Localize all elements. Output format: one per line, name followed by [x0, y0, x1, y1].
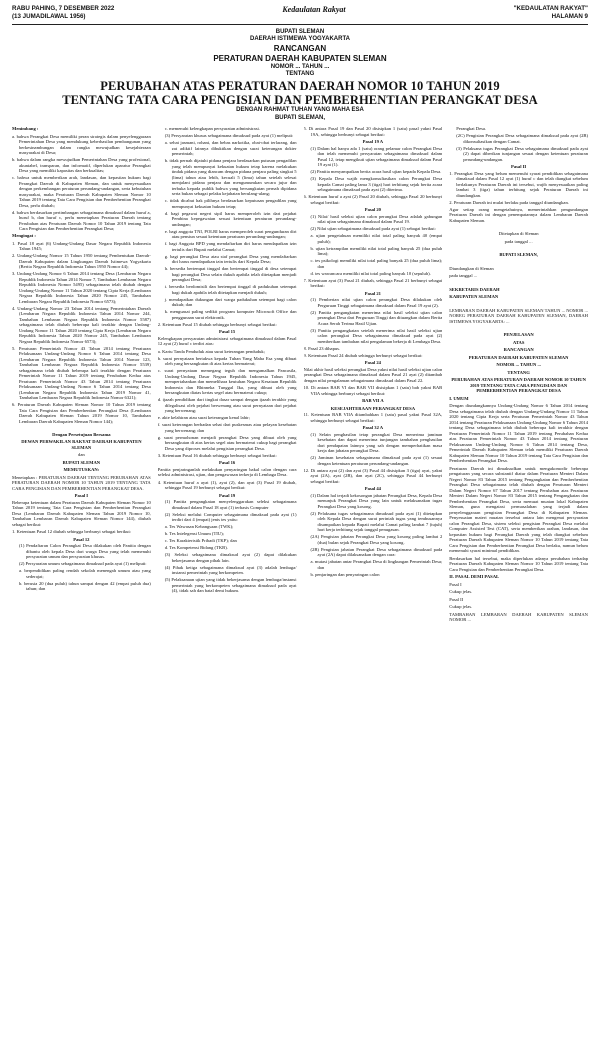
lembaran-daerah: LEMBARAN DAERAH KABUPATEN SLEMAN TAHUN ... NOMOR ... NOREG PERATURAN DAERAH KABUPATEN SLEMAN, DAERAH ISTIMEWA YOGYAKARTA: ... — [449, 307, 588, 324]
pasal-ii-item: 1. Perangkat Desa yang belum memenuhi syarat pendidikan sebagaimana dimaksud dalam Pasal 12 ayat (1) huruf c dan telah diangkat sebelum berlakunya Peraturan Daerah ini tersebut, wajib menyesuaikan paling lambat 3 (tiga) tahun terhitung sejak Peraturan Daerah ini diundangkan. — [449, 170, 588, 198]
text-line: f. bagi Anggota BPD yang mendaftarkan diri harus mendapatkan izin tertulis dari Bupati melalui Camat; — [164, 241, 297, 252]
amendment-item: 5. Di antara Pasal 19 dan Pasal 20 disisipkan 1 (satu) pasal yakni Pasal 19A, sehingga berbunyi sebagai berikut: — [303, 126, 443, 137]
diundangkan: Diundangkan di Sleman — [449, 265, 494, 271]
cukup-jelas-1: Cukup jelas. — [449, 589, 473, 595]
mengingat-item: 4. Undang-Undang Nomor 23 Tahun 2014 tentang Pemerintahan Daerah (Lembaran Negara Republik Indonesia Tahun 2014 Nomor 244, Tambahan Lembaran Negara Republik Indonesia Nomor 5587) sebagaimana telah diubah beberapa kali terakhir dengan Undang-Undang Nomor 11 Tahun 2020 tentang Cipta Kerja (Lembaran Negara Republik Indonesia Tahun 2020 Nomor 245, Tambahan Lembaran Negara Republik Indonesia Nomor 6573); — [12, 305, 151, 344]
pasal-20-ayat: (1) Nilai/ hasil seleksi ujian calon perangkat Desa adalah gabungan nilai ujian sebagaimana dimaksud dalam Pasal 19. — [310, 213, 443, 225]
bupati-signature: BUPATI SLEMAN, — [499, 252, 538, 258]
pasal-19a-heading: Pasal 19 A — [362, 139, 384, 145]
pasal-24-text: Nilai akhir hasil seleksi perangkat Desa yakni nilai hasil seleksi ujian calon perangkat Desa sebagaimana dimaksud dalam Pasal 21 ayat (2) ditambah dengan nilai pengalaman sebagaimana dimaksud dalam Pasal 22. — [303, 366, 443, 383]
date-line: RABU PAHING, 7 DESEMBER 2022 — [12, 5, 115, 12]
column-1 — [12, 126, 151, 1019]
amendment-item: 12. Di antara ayat (2) dan ayat (3) Pasal 44 disisipkan 3 (tiga) ayat, yakni ayat (2A), ayat (2B), dan ayat (2C), sehingga Pasal 44 berbunyi sebagai berikut: — [303, 467, 443, 484]
sekda-2: KABUPATEN SLEMAN — [449, 294, 499, 300]
pasal-19-heading: Pasal 19 — [219, 492, 236, 498]
pasal-19a-ayat: (1) Dalam hal hanya ada 1 (satu) orang pelamar calon Perangkat Desa dan telah memenuhi persyaratan sebagaimana dimaksud dalam Pasal 12, tetap mengikuti ujian sebagaimana dimaksud dalam Pasal 19 ayat (1). — [310, 145, 443, 168]
umum-paragraph: Peraturan Daerah ini dimaksudkan untuk mengakomodir beberapa pengaturan yang secara substantif diatur dalam Peraturan Menteri Dalam Negeri Nomor 83 Tahun 2015 tentang Pengangkatan dan Pemberhentian Perangkat Desa sebagaimana telah diubah dengan Peraturan Menteri Dalam Negeri Nomor 67 Tahun 2017 tentang Perubahan atas Peraturan Menteri Dalam Negeri Nomor 83 Tahun 2015 tentang Pengangkatan dan Pemberhentian Perangkat Desa, serta memuat muatan lokal Kabupaten Sleman, guna mengatasi permasalahan yang terjadi dalam penyelenggaraan pengisian Perangkat Desa di Kabupaten Sleman. Penyesuaian materi muatan tersebut antara lain mengenai persyaratan calon Perangkat Desa, sistem seleksi pengisian Perangkat Desa melalui Computer Assisted Test (CAT), serta memberikan arahan, landasan, dan kepastian hukum bagi Perangkat Daerah yang telah diangkat sebelum Peraturan Daerah Kabupaten Sleman Nomor 10 Tahun 2019 tentang Tata Cara Pengisian dan Pemberhentian Perangkat Desa berlaku, namun belum memenuhi syarat minimal pendidikan. — [449, 465, 588, 554]
pasal-44-huruf: a. mutasi jabatan antar Perangkat Desa di lingkungan Pemerintah Desa; dan — [310, 559, 443, 570]
text-line: j. mendapatkan dukungan dari warga padukuhan setempat bagi calon dukuh; dan — [164, 296, 297, 308]
persetujuan: Dengan Persetujuan Bersama — [52, 431, 111, 437]
pasal-21-heading: Pasal 21 — [364, 290, 381, 296]
pasal-19-ayat: (2) Seleksi melalui Computer sebagaimana dimaksud pada ayat (1) terdiri dari 4 (empat) jenis tes yaitu: — [164, 511, 297, 523]
umum-paragraph: Dengan diundangkannya Undang-Undang Nomor 6 Tahun 2014 tentang Desa sebagaimana telah diubah dengan Undang-Undang Nomor 11 Tahun 2020 tentang Cipta Kerja serta Peraturan Pemerintah Nomor 43 Tahun 2014 tentang Peraturan Pelaksanaan Undang-Undang Nomor 6 Tahun 2014 tentang Desa sebagaimana telah diubah beberapa kali terakhir dengan Peraturan Pemerintah Nomor 11 Tahun 2019 tentang Perubahan Kedua atas Peraturan Pemerintah Nomor 43 Tahun 2014 tentang Peraturan Pelaksanaan Undang-Undang Nomor 6 Tahun 2014 tentang Desa, Pemerintah Daerah Kabupaten Sleman telah memiliki Peraturan Daerah Kabupaten Sleman Nomor 10 Tahun 2019 tentang Tata Cara Pengisian dan Pemberhentian Perangkat Desa. — [449, 403, 588, 464]
pasal-32a-ayat: (2) Jaminan kesehatan sebagaimana dimaksud pada ayat (1) sesuai dengan ketentuan peraturan perundang-undangan. — [310, 455, 443, 466]
menimbang-item: c. bahwa untuk memberikan arah, landasan, dan kepastian hukum bagi Perangkat Daerah di Kabupaten Sleman, dan untuk menyesuaikan dengan perkembangan peraturan perundang-undangan, serta kebutuhan masyarakat, maka Peraturan Daerah Kabupaten Sleman Nomor 10 Tahun 2019 tentang Tata Cara Pengisian dan Pemberhentian Perangkat Desa, perlu diubah; — [12, 175, 151, 208]
pasal-19-ayat: (5) Pelaksanaan ujian yang tidak bekerjasama dengan lembaga/instansi pemerintah yang berkompeten sebagaimana dimaksud pada ayat (4), tidak sah dan batal demi hukum. — [164, 577, 297, 594]
header-nomor: NOMOR ... TAHUN ... — [270, 63, 330, 70]
text-line: Perangkat Desa. — [456, 126, 487, 132]
pasal-12-ayat: (2) Persyaratan umum sebagaimana dimaksud pada ayat (1) meliputi: — [19, 561, 147, 567]
amendment-item: 9. Ketentuan Pasal 24 diubah sehingga berbunyi sebagai berikut: — [303, 352, 423, 358]
pasal-12-ayat: (1) Pendaftaran Calon Perangkat Desa dilakukan oleh Panitia dengan dibantu oleh kepala Desa dari warga Desa yang telah memenuhi persyaratan umum dan persyaratan khusus. — [19, 543, 151, 560]
paper-name: "KEDAULATAN RAKYAT" — [513, 5, 588, 12]
pasal-15-heading: Pasal 15 — [219, 329, 236, 335]
pasal-15-huruf: a. Kartu Tanda Penduduk atau surat keterangan penduduk; — [157, 348, 266, 354]
column-3 — [304, 126, 443, 1019]
menetapkan: Menetapkan : PERATURAN DAERAH TENTANG PERUBAHAN ATAS PERATURAN DAERAH NOMOR 10 TAHUN 2019 TENTANG TATA CARA PENGISIAN DAN PEMBERHENTIAN PERANGKAT DESA. — [12, 474, 151, 491]
pasal-ii-heading: Pasal II — [511, 164, 527, 170]
menimbang-label: Menimbang : — [12, 126, 39, 132]
masthead-date — [12, 5, 114, 21]
pasal-32a-ayat: (1) Selain penghasilan tetap perangkat Desa menerima jaminan kesehatan dan dapat menerima tunjangan tambahan penghasilan dari pendapatan lainnya yang sah dengan memperhatikan masa kerja dan jabatan perangkat Desa. — [310, 431, 443, 454]
text-line: d. bagi pegawai negeri sipil harus memperoleh izin dari pejabat Pembina kepegawaian sesuai ketentuan peraturan perundang-undangan; — [164, 210, 297, 227]
article-columns — [12, 126, 588, 1019]
pasal-i-heading: Pasal I — [74, 493, 89, 499]
text-line: h. bersedia bertempat tinggal dan bertempat tinggal di desa setempat bagi perangkat Desa selain dukuh apabila telah ditetapkan menjadi perangkat Desa; — [164, 266, 297, 283]
menimbang-item: b. bahwa dalam rangka mewujudkan Pemerintahan Desa yang profesional, akuntabel, transparan, dan informatif, diperlukan aparatur Perangkat Desa yang memiliki kapasitas dan berkualitas; — [12, 157, 151, 174]
pasal-ii-item: 2. Peraturan Daerah ini mulai berlaku pada tanggal diundangkan. — [449, 199, 569, 205]
menimbang-item: a. bahwa Perangkat Desa memiliki peran strategis dalam penyelenggaraan Pemerintahan Desa yang mendukung keberhasilan pembangunan yang berkesinambungan dalam rangka mewujudkan kesejahteraan masyarakat di Desa; — [12, 133, 151, 156]
pasal-19-huruf: c. Tes Karakteristik Pribadi (TKP); dan — [164, 538, 237, 544]
text-line: i. bersedia berdomisili dan bertempat tinggal di padukuhan setempat bagi dukuh apabila telah ditetapkan menjadi dukuh; — [164, 284, 297, 295]
pasal-12-heading: Pasal 12 — [73, 536, 90, 542]
pasal-44-ayat: (2B) Pengisian jabatan Perangkat Desa sebagaimana dimaksud pada ayat (2A) dapat dilaksanakan dengan cara: — [310, 546, 443, 558]
document-header — [12, 29, 588, 123]
hijri-date-line: (13 JUMADILAWAL 1956) — [12, 12, 86, 20]
penjelasan-judul: PERUBAHAN ATAS PERATURAN DAERAH NOMOR 10 TAHUN 2019 TENTANG TATA CARA PENGISIAN DAN PEMBERHENTIAN PERANGKAT DESA — [451, 377, 586, 394]
title-line-2: TENTANG TATA CARA PENGISIAN DAN PEMBERHENTIAN PERANGKAT DESA — [62, 92, 538, 107]
masthead-rule — [12, 24, 588, 25]
pasal-15-huruf: c. surat pernyataan memegang teguh dan mengamalkan Pancasila, Undang-Undang Dasar Negara Republik Indonesia Tahun 1945, mempertahankan dan memelihara keutuhan Negara Kesatuan Republik Indonesia dan Bhinneka Tunggal Ika, yang dibuat oleh yang bersangkutan diatas kertas segel atau bermaterai cukup; — [157, 368, 297, 396]
pasal-32a-heading: Pasal 32 A — [362, 425, 384, 431]
title-line-1: PERUBAHAN ATAS PERATURAN DAERAH NOMOR 10 TAHUN 2019 — [100, 78, 500, 93]
pasal-demi-pasal: II. PASAL DEMI PASAL — [449, 574, 500, 580]
text-line: (3) Persyaratan khusus sebagaimana dimaksud pada ayat (1) meliputi: — [164, 133, 294, 139]
amendment-item: 1. Ketentuan Pasal 12 diubah sehingga berbunyi sebagai berikut: — [12, 529, 132, 535]
header-perda: PERATURAN DAERAH KABUPATEN SLEMAN — [213, 53, 387, 63]
pasal-21-ayat: (3) Panitia pengangkatan setelah menerima nilai hasil seleksi ujian calon perangkat Desa sebagaimana dimaksud pada ayat (2) memberikan tambahan nilai pengalaman bekerja di Lembaga Desa. — [310, 327, 443, 344]
pasal-i-text: Beberapa ketentuan dalam Peraturan Daerah Kabupaten Sleman Nomor 10 Tahun 2019 tentang Tata Cara Pengisian dan Pemberhentian Perangkat Desa (Lembaran Daerah Kabupaten Sleman Tahun 2019 Nomor 10, Tambahan Lembaran Daerah Kabupaten Sleman Nomor 144), diubah sebagai berikut: — [12, 499, 151, 527]
mengingat-item: 2. Undang-Undang Nomor 15 Tahun 1950 tentang Pembentukan Daerah-Daerah Kabupaten dalam Lingkungan Daerah Istimewa Yogyakarta (Berita Negara Republik Indonesia Tahun 1950 Nomor 44); — [12, 253, 151, 270]
ditetapkan: Ditetapkan di Sleman — [498, 231, 539, 237]
text-line: e. bagi anggota TNI, POLRI harus memperoleh surat pengunduran diri atau pensiun sesuai ketentuan peraturan perundang-undangan; — [164, 228, 297, 240]
masthead — [12, 5, 588, 21]
pasal-20-ayat: (2) Nilai ujian sebagaimana dimaksud pada ayat (1) sebagai berikut: — [310, 226, 436, 232]
header-rahmat: DENGAN RAHMAT TUHAN YANG MAHA ESA — [236, 107, 364, 114]
tambahan-lembaran: TAMBAHAN LEMBARAN DAERAH KABUPATEN SLEMAN NOMOR ... — [449, 611, 588, 623]
column-2 — [158, 126, 297, 1019]
page-number: HALAMAN 9 — [551, 12, 588, 20]
column-4 — [449, 126, 588, 1019]
mengingat-label: Mengingat : — [12, 233, 36, 239]
pasal-16-heading: Pasal 16 — [219, 460, 236, 466]
pasal-19a-ayat: (3) Kepala Desa wajib mengkonsultasikan calon Perangkat Desa kepada Camat paling lama 3 (tiga) hari terhitung sejak berita acara sebagaimana dimaksud pada ayat (2) diterima. — [310, 176, 443, 193]
penjelasan-tentang: TENTANG — [507, 369, 530, 375]
pasal-15-huruf: e. akte kelahiran atau surat keterangan kenal lahir; — [157, 415, 251, 421]
dprd: DEWAN PERWAKILAN RAKYAT DAERAH KABUPATEN SLEMAN — [21, 439, 142, 450]
penjelasan-atas: ATAS — [512, 339, 525, 345]
pasal-24-heading: Pasal 24 — [364, 360, 381, 366]
pasal-44-huruf: b. penjaringan dan penyaringan calon — [310, 571, 380, 577]
header-bupati: BUPATI SLEMAN — [275, 28, 325, 35]
pasal-15-huruf: b. surat pernyataan bertakwa kepada Tuhan Yang Maha Esa yang dibuat oleh yang bersangkutan di atas kertas bermaterai; — [157, 355, 297, 367]
dan-text: dan — [78, 452, 85, 458]
umum-label: I. UMUM — [449, 395, 469, 401]
mengingat-item: 1. Pasal 18 ayat (6) Undang-Undang Dasar Negara Republik Indonesia Tahun 1945; — [12, 240, 151, 252]
pasal-21-ayat: (2) Panitia pengangkatan menerima nilai hasil seleksi ujian calon perangkat Desa dari Perguruan Tinggi dan dituangkan dalam Berita Acara Serah Terima Hasil Ujian. — [310, 309, 443, 326]
pasal-19-huruf: d. Tes Kompetensi Bidang (TKB). — [164, 545, 228, 551]
cukup-jelas-2: Cukup jelas. — [449, 604, 473, 610]
pasal-12-huruf: b. berusia 20 (dua puluh) tahun sampai dengan 42 (empat puluh dua) tahun; dan — [19, 580, 151, 592]
pasal-i-explain: Pasal I — [449, 581, 462, 587]
pasal-15-intro: Kelengkapan persyaratan administrasi sebagaimana dimaksud dalam Pasal 12 ayat (2) huruf c terdiri atas: — [157, 335, 297, 347]
amendment-item: 2. Ketentuan Pasal 15 diubah sehingga berbunyi sebagai berikut: — [157, 321, 277, 327]
pasal-20-huruf: b. ujian ketrampilan memiliki nilai total paling banyak 25 (dua puluh lima); — [310, 245, 443, 257]
pasal-19a-ayat: (2) Panitia menyampaikan berita acara hasil ujian kepada Kepala Desa. — [310, 169, 442, 175]
pasal-ii-explain: Pasal II — [449, 596, 464, 602]
penjelasan-rancangan: RANCANGAN — [503, 347, 534, 353]
pasal-15-huruf: f. surat keterangan berbadan sehat dari puskesmas atau pelayan kesehatan yang berwenang; dan — [157, 422, 297, 433]
text-line: (3) Pelaksana tugas Perangkat Desa sebagaimana dimaksud pada ayat (2) dapat diberikan tunjangan sesuai dengan ketentuan peraturan perundang-undangan. — [456, 145, 588, 162]
mengingat-item: 5. Peraturan Pemerintah Nomor 43 Tahun 2014 tentang Peraturan Pelaksanaan Undang-Undang Nomor 6 Tahun 2014 tentang Desa (Lembaran Negara Republik Indonesia Tahun 2014 Nomor 123, Tambahan Lembaran Negara Republik Indonesia Nomor 5539) sebagaimana telah diubah beberapa kali terakhir dengan Peraturan Pemerintah Nomor 11 Tahun 2019 tentang Perubahan Kedua atas Peraturan Pemerintah Nomor 43 Tahun 2014 tentang Peraturan Pelaksanaan Undang-Undang Nomor 6 Tahun 2014 tentang Desa (Lembaran Negara Republik Indonesia Tahun 2019 Nomor 41, Tambahan Lembaran Negara Republik Indonesia Nomor 6321); — [12, 345, 151, 401]
header-rancangan: RANCANGAN — [273, 43, 327, 53]
amendment-item: 4. Ketentuan huruf a ayat (1), ayat (2), dan ayat (3) Pasal 19 diubah, sehingga Pasal 19 berbunyi sebagai berikut: — [157, 479, 297, 491]
pasal-20-huruf: c. tes psikologi memiliki nilai total paling banyak 25 (dua puluh lima); dan — [310, 258, 443, 269]
text-line: a. sehat jasmani, rohani, dan bebas narkotika, obat-obat terlarang, dan zat adiktif lainnya dibuktikan dengan surat keterangan dokter pemerintah; — [164, 140, 297, 157]
text-line: c. memenuhi kelengkapan persyaratan administrasi. — [164, 126, 260, 132]
amendment-item: 7. Ketentuan ayat (3) Pasal 21 diubah, sehingga Pasal 21 berbunyi sebagai berikut: — [303, 277, 443, 289]
pasal-44-ayat: (2) Pelaksana tugas sebagaimana dimaksud pada ayat (1) ditetapkan oleh Kepala Desa dengan surat perintah tugas yang tembusannya disampaikan kepada Bupati melalui Camat paling lambat 7 (tujuh) hari kerja terhitung sejak tanggal penugasan. — [310, 510, 443, 533]
pasal-20-heading: Pasal 20 — [364, 207, 381, 213]
pasal-15-huruf: d. ijazah pendidikan dari tingkat dasar sampai dengan ijazah terakhir yang dilegalisasi oleh pejabat berwenang atau surat pernyataan dari pejabat yang berwenang; — [157, 397, 297, 414]
masthead-right — [514, 5, 588, 21]
text-line: k. menguasai paling sedikit program komputer Microsoft Office dan penggunaan surat elektronik. — [164, 309, 297, 320]
agar-text: Agar setiap orang mengetahuinya, memerintahkan pengundangan Peraturan Daerah ini dengan penempatannya dalam Lembaran Daerah Kabupaten Sleman. — [449, 206, 588, 223]
amendment-item: 10. Di antara BAB VI dan BAB VII disisipkan 1 (satu) bab yakni BAB VIIA sehingga berbunyi sebagai berikut: — [303, 385, 443, 396]
bab-heading: BAB VII A — [362, 398, 384, 404]
pasal-19-huruf: a. Tes Wawasan Kebangsaan (TWK); — [164, 524, 234, 530]
penjelasan-perda: PERATURAN DAERAH KABUPATEN SLEMAN — [468, 354, 569, 360]
amendment-item: 6. Ketentuan huruf a ayat (2) Pasal 20 diubah, sehingga Pasal 20 berbunyi sebagai berikut: — [303, 194, 443, 205]
text-line: b. tidak pernah dijatuhi pidana penjara berdasarkan putusan pengadilan yang telah mempunyai kekuatan hukum tetap karena melakukan tindak pidana yang diancam dengan pidana penjara paling singkat 5 (lima) tahun atau lebih, kecuali 5 (lima) tahun setelah selesai menjalani pidana penjara dan mengumumkan secara jujur dan terbuka kepada publik bahwa yang bersangkutan pernah dipidana serta bukan sebagai pelaku kejahatan berulang-ulang; — [164, 158, 297, 197]
mengingat-item: 6. Peraturan Daerah Kabupaten Sleman Nomor 10 Tahun 2019 tentang Tata Cara Pengisian dan Pemberhentian Perangkat Desa (Lembaran Daerah Kabupaten Sleman Tahun 2019 Nomor 10, Tambahan Lembaran Daerah Kabupaten Sleman Nomor 144); — [12, 402, 151, 424]
amendment-item: 8. Pasal 23 dihapus. — [303, 345, 341, 351]
header-tentang: TENTANG — [285, 71, 315, 77]
pasal-21-ayat: (1) Pemberian nilai ujian calon perangkat Desa dilakukan oleh Perguruan Tinggi sebagaimana dimaksud dalam Pasal 19 ayat (2). — [310, 297, 443, 308]
amendment-item: 3. Ketentuan Pasal 16 diubah sehingga berbunyi sebagai berikut: — [157, 452, 277, 458]
pasal-16-text: Panitia penjaringanlah melakukan penyaringan bakal calon dengan cara seleksi administrasi, ujian, dan pengawasan terkerja di Lembaga Desa. — [157, 466, 297, 478]
amendment-item: 11. Ketentuan BAB VIIA ditambahkan 1 (satu) pasal yakni Pasal 32A, sehingga berbunyi sebagai berikut: — [303, 412, 443, 423]
mengingat-item: 3. Undang-Undang Nomor 6 Tahun 2014 tentang Desa (Lembaran Negara Republik Indonesia Tahun 2014 Nomor 7, Tambahan Lembaran Negara Republik Indonesia Nomor 5495) sebagaimana telah diubah dengan Undang-Undang Nomor 11 Tahun 2020 tentang Cipta Kerja (Lembaran Negara Republik Indonesia Tahun 2020 Nomor 245, Tambahan Lembaran Negara Republik Indonesia Nomor 6573); — [12, 271, 151, 304]
header-bupati-sleman: BUPATI SLEMAN, — [274, 114, 326, 121]
pasal-19-ayat: (1) Panitia pengangkatan menyelenggarakan seleksi sebagaimana dimaksud dalam Pasal 18 ayat (1) terbasis Computer — [164, 499, 297, 510]
pasal-44-ayat: (2A) Pengisian jabatan Perangkat Desa yang kosong paling lambat 2 (dua) bulan sejak Perangkat Desa yang kosong. — [310, 534, 443, 545]
pasal-19-huruf: b. Tes Intelegensi Umum (TIU); — [164, 531, 224, 537]
umum-paragraph: Berdasarkan hal tersebut, maka diperlukan adanya perubahan terhadap Peraturan Daerah Kabupaten Sleman Nomor 10 Tahun 2019 tentang Tata Cara Pengisian dan Pemberhentian Perangkat Desa. — [449, 555, 588, 572]
pasal-44-heading: Pasal 44 — [364, 486, 381, 492]
text-line: c. tidak dicabut hak pilihnya berdasarkan keputusan pengadilan yang mempunyai kekuatan hukum tetap; — [164, 198, 297, 209]
pada-tanggal-2: pada tanggal ... — [449, 273, 478, 279]
header-region: DAERAH ISTIMEWA YOGYAKARTA — [249, 36, 350, 42]
penjelasan-nomor: NOMOR ... TAHUN ... — [496, 362, 541, 368]
pasal-20-huruf: a. ujian pengetahuan memiliki nilai total paling banyak 40 (empat puluh); — [310, 233, 443, 244]
pasal-12-huruf: a. berpendidikan paling rendah sekolah menengah umum atau yang sederajat; — [19, 568, 151, 579]
pasal-15-huruf: g. surat permohonan menjadi perangkat Desa yang dibuat oleh yang bersangkutan di atas kertas segel atau bermaterai cukup bagi perangkat Desa yang diproses melalui pengisian perangkat Desa. — [157, 434, 297, 451]
pasal-19-ayat: (4) Pihak ketiga sebagaimana dimaksud ayat (3) adalah lembaga/ instansi pemerintah yang berkompeten. — [164, 564, 297, 576]
menimbang-item: d. bahwa berdasarkan pertimbangan sebagaimana dimaksud dalam huruf a, huruf b, dan huruf c, perlu menetapkan Peraturan Daerah tentang Perubahan atas Peraturan Daerah Nomor 10 Tahun 2019 tentang Tata Cara Pengisian dan Pemberhentian Perangkat Desa; — [12, 209, 151, 232]
newspaper-logo: Kedaulatan Rakyat — [282, 5, 346, 14]
pasal-19-ayat: (3) Seleksi sebagaimana dimaksud ayat (2) dapat dilakukan bekerjasama dengan pihak lain. — [164, 552, 297, 563]
bab-title: KESEJAHTERAAN PERANGKAT DESA — [330, 405, 416, 411]
penjelasan: PENJELASAN — [503, 332, 534, 338]
bupati-text: BUPATI SLEMAN — [62, 459, 101, 465]
sekda: SEKRETARIS DAERAH — [449, 286, 500, 292]
pada-tanggal: pada tanggal ... — [504, 238, 533, 244]
pasal-44-ayat: (1) Dalam hal terjadi kekosongan jabatan Perangkat Desa, Kepala Desa menunjuk Perangkat Desa yang lain untuk melaksanakan tugas Perangkat Desa yang kosong. — [310, 492, 443, 509]
memutuskan: MEMUTUSKAN: — [63, 467, 100, 473]
pasal-20-huruf: d. tes wawancara memiliki nilai total paling banyak 10 (sepuluh). — [310, 270, 431, 276]
text-line: g. bagi perangkat Desa atau staf perangkat Desa yang mendaftarkan diri harus mendapatkan izin tertulis dari Kepala Desa; — [164, 253, 297, 265]
text-line: (2C) Pengisian Perangkat Desa sebagaimana dimaksud pada ayat (2B) dikonsultasikan dengan Camat. — [456, 133, 588, 144]
